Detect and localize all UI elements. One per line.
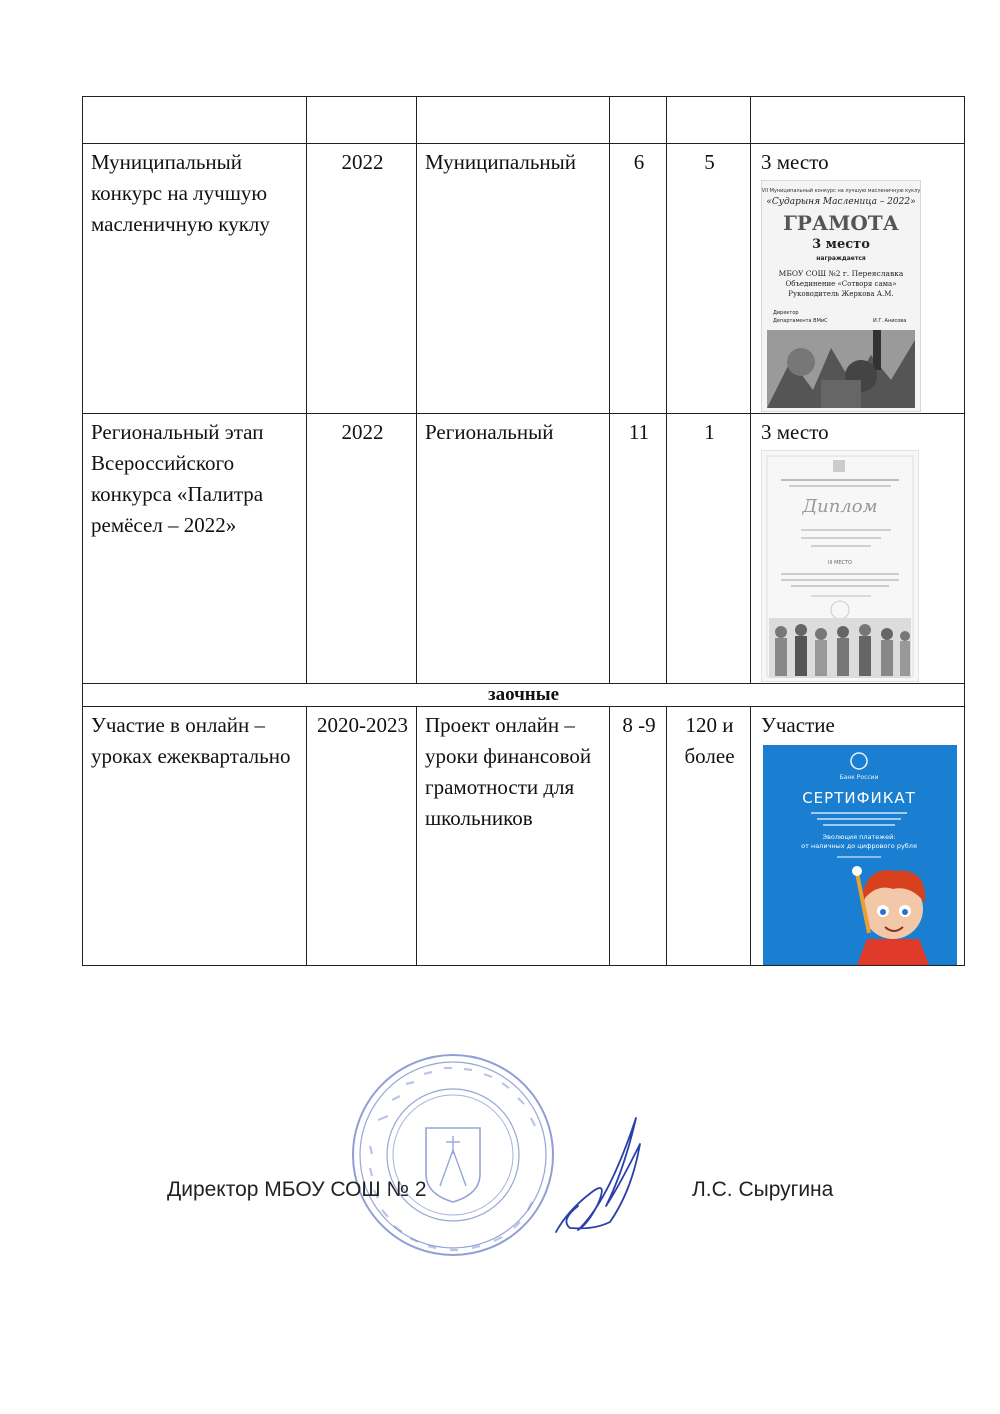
grade-cell: 8 -9 [610, 707, 667, 966]
header-cell [667, 97, 751, 144]
coat-of-arms-icon [426, 1128, 480, 1202]
signature-position: Директор МБОУ СОШ № 2 [167, 1178, 427, 1201]
svg-text:Директор: Директор [773, 310, 799, 316]
grade-cell: 11 [610, 414, 667, 684]
count-cell: 5 [667, 144, 751, 414]
result-text: 3 место [761, 420, 829, 444]
svg-text:Банк России: Банк России [839, 774, 879, 781]
level-cell: Проект онлайн – уроки финансовой грамотности для школьников [417, 707, 610, 966]
section-title: заочные [83, 684, 965, 707]
svg-text:МБОУ СОШ №2 г. Переяславка: МБОУ СОШ №2 г. Переяславка [778, 269, 904, 278]
school-seal-stamp [348, 1050, 558, 1260]
section-row [83, 684, 965, 707]
illustration [769, 618, 911, 678]
svg-text:Департамента ВМиС: Департамента ВМиС [773, 318, 828, 324]
svg-text:«Сударыня Масленица – 2022»: «Сударыня Масленица – 2022» [766, 197, 916, 207]
count-cell: 120 и более [667, 707, 751, 966]
year-cell: 2022 [307, 414, 417, 684]
svg-text:награждается: награждается [816, 255, 866, 262]
signature-name: Л.С. Сыругина [692, 1178, 834, 1201]
header-cell [307, 97, 417, 144]
header-cell [417, 97, 610, 144]
diploma-image [761, 450, 919, 682]
svg-text:ГРАМОТА: ГРАМОТА [783, 211, 899, 235]
svg-text:Эволюция платежей:: Эволюция платежей: [822, 833, 896, 841]
result-text: 3 место [761, 150, 829, 174]
handwritten-signature [548, 1110, 648, 1240]
gramota-image [761, 180, 921, 412]
header-cell [83, 97, 307, 144]
svg-text:3 место: 3 место [812, 237, 870, 252]
contest-name-cell: Региональный этап Всероссийского конкурса «Палитра ремёсел – 2022» [83, 414, 307, 684]
table-row [83, 414, 965, 684]
year-cell: 2022 [307, 144, 417, 414]
svg-text:Объединение «Сотворя сама»: Объединение «Сотворя сама» [785, 280, 897, 288]
table-header-row [83, 97, 965, 144]
result-cell [751, 707, 965, 966]
result-cell [751, 144, 965, 414]
contest-name-cell: Муниципальный конкурс на лучшую масленичную куклу [83, 144, 307, 414]
contest-name-cell: Участие в онлайн – уроках ежеквартально [83, 707, 307, 966]
count-cell: 1 [667, 414, 751, 684]
svg-text:III МЕСТО: III МЕСТО [828, 560, 852, 566]
signature-block [0, 1030, 1000, 1280]
level-cell: Муниципальный [417, 144, 610, 414]
table-row [83, 707, 965, 966]
svg-text:от наличных до цифрового рубля: от наличных до цифрового рубля [801, 842, 917, 850]
certificate-image [761, 743, 957, 965]
svg-text:И.Г. Анисова: И.Г. Анисова [873, 318, 907, 324]
illustration [767, 330, 915, 408]
result-cell [751, 414, 965, 684]
table-row [83, 144, 965, 414]
svg-text:VII Муниципальный конкурс на л: VII Муниципальный конкурс на лучшую масленичную куклу [761, 188, 921, 194]
svg-text:Руководитель Жеркова А.М.: Руководитель Жеркова А.М. [788, 290, 894, 298]
result-text: Участие [761, 713, 835, 737]
achievements-table [82, 96, 965, 966]
svg-text:Диплом: Диплом [802, 496, 878, 517]
header-cell [610, 97, 667, 144]
year-cell: 2020-2023 [307, 707, 417, 966]
svg-text:СЕРТИФИКАТ: СЕРТИФИКАТ [802, 789, 916, 807]
grade-cell: 6 [610, 144, 667, 414]
level-cell: Региональный [417, 414, 610, 684]
header-cell [751, 97, 965, 144]
